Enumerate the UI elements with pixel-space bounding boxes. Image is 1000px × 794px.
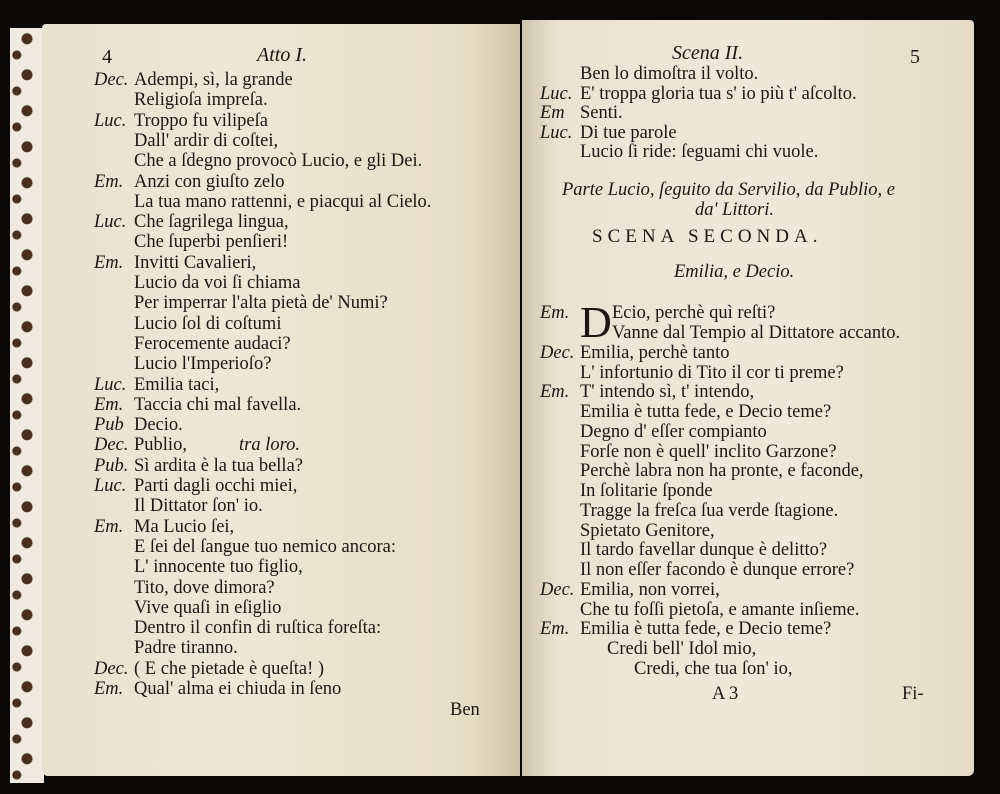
verse-line: ( E che pietade è queſta! )	[134, 658, 325, 679]
verse-line: Invitti Cavalieri,	[134, 252, 257, 273]
verse-line: Troppo fu vilipeſa	[134, 110, 268, 131]
verse-line: Ecio, perchè quì reſti?	[612, 303, 776, 323]
stage-direction: Parte Lucio, ſeguito da Servilio, da Publio, e	[562, 180, 895, 200]
verse-line: Lucio l'Imperioſo?	[134, 354, 272, 375]
speaker: Luc.	[94, 476, 127, 496]
speaker: Luc.	[540, 83, 573, 104]
speaker: Dec.	[94, 658, 129, 679]
verse-line: Anzi con giuſto zelo	[134, 171, 285, 192]
verse-line: Ben lo dimoſtra il volto.	[580, 64, 759, 84]
verse-line: Perchè labra non ha pronte, e faconde,	[580, 461, 864, 482]
verse-line: Vanne dal Tempio al Dittatore accanto.	[612, 323, 901, 343]
verse-line: In ſolitarie ſponde	[580, 481, 713, 501]
page-number: 4	[102, 46, 112, 68]
verse-line: Che tu foſſi pietoſa, e amante inſieme.	[580, 599, 860, 620]
verse-line: Emilia è tutta fede, e Decio teme?	[580, 619, 832, 640]
right-page	[522, 20, 974, 776]
speaker: Em.	[94, 394, 124, 415]
verse-line: L' infortunio di Tito il cor ti preme?	[580, 362, 844, 383]
verse-line: Lucio ſol di coſtumi	[134, 313, 282, 334]
verse-line: Di tue parole	[580, 122, 677, 143]
verse-line: Sì ardita è la tua bella?	[134, 455, 303, 476]
verse-line: L' innocente tuo figlio,	[134, 557, 303, 578]
speaker: Luc.	[94, 110, 127, 131]
speaker: Em	[540, 103, 565, 123]
speaker: Dec.	[540, 579, 575, 600]
speaker: Luc.	[94, 212, 127, 233]
verse-line: Credi, che tua ſon' io,	[634, 658, 793, 679]
marbled-endpaper	[10, 28, 44, 783]
speaker: Dec.	[94, 70, 129, 90]
verse-line: Decio.	[134, 415, 183, 436]
verse-line: Emilia taci,	[134, 374, 220, 395]
verse-line: Credi bell' Idol mio,	[607, 639, 757, 659]
catchword: Ben	[450, 700, 480, 720]
verse-line: Ferocemente audaci?	[134, 333, 291, 354]
page-number: 5	[910, 46, 920, 68]
speaker: Em.	[94, 516, 124, 537]
verse-line: Ma Lucio ſei,	[134, 516, 235, 537]
verse-line: Parti dagli occhi miei,	[134, 476, 298, 496]
stage-direction: da' Littori.	[695, 200, 775, 220]
verse-line: Tragge la freſca ſua verde ſtagione.	[580, 500, 839, 521]
verse-line: Il tardo favellar dunque è delitto?	[580, 540, 828, 561]
verse-line: Senti.	[580, 103, 623, 123]
speaker: Pub	[94, 415, 124, 436]
speaker: Luc.	[540, 122, 573, 143]
verse-line: Religioſa impreſa.	[134, 90, 268, 111]
speaker: Dec.	[94, 435, 129, 456]
verse-line: Che ſagrilega lingua,	[134, 212, 289, 233]
verse-line: Qual' alma ei chiuda in ſeno	[134, 679, 342, 699]
verse-line: Taccia chi mal favella.	[134, 394, 302, 415]
verse-line: Lucio da voi ſi chiama	[134, 273, 301, 293]
drop-cap: D	[580, 298, 612, 347]
left-page	[42, 24, 520, 776]
verse-line: Per imperrar l'alta pietà de' Numi?	[134, 293, 388, 314]
verse-line: E ſei del ſangue tuo nemico ancora:	[134, 536, 396, 557]
speaker: Em.	[94, 252, 124, 273]
speaker: Em.	[94, 171, 124, 192]
verse-line: Il Dittator ſon' io.	[134, 496, 263, 517]
verse-line: Che a ſdegno provocò Lucio, e gli Dei.	[134, 151, 423, 172]
verse-line: Emilia, perchè tanto	[580, 342, 730, 363]
scene-characters: Emilia, e Decio.	[674, 262, 795, 282]
speaker: Dec.	[540, 342, 575, 363]
verse-line: Emilia è tutta fede, e Decio teme?	[580, 402, 832, 422]
verse-line: La tua mano rattenni, e piacqui al Cielo.	[134, 191, 432, 212]
running-head: Scena II.	[672, 42, 744, 64]
verse-line: Il non eſſer facondo è dunque errore?	[580, 560, 855, 580]
verse-line: Vive quaſi in eſiglio	[134, 597, 282, 618]
speaker: Em.	[540, 382, 570, 403]
catchword: Fi-	[902, 684, 924, 704]
verse-line: Lucio ſi ride: ſeguami chi vuole.	[580, 142, 819, 162]
speaker: Em.	[540, 303, 570, 323]
verse-line: T' intendo sì, t' intendo,	[580, 382, 755, 403]
verse-line: Dentro il confin di ruſtica foreſta:	[134, 618, 382, 639]
verse-line: Publio,	[134, 435, 187, 456]
verse-line: Spietato Genitore,	[580, 520, 715, 541]
scene-title: SCENA SECONDA.	[592, 226, 823, 247]
signature-mark: A 3	[712, 684, 739, 704]
speaker: Luc.	[94, 374, 127, 395]
verse-line: Emilia, non vorrei,	[580, 579, 720, 600]
verse-line: Padre tiranno.	[134, 638, 238, 659]
verse-line: Forſe non è quell' inclito Garzone?	[580, 441, 837, 462]
speaker: Em.	[540, 619, 570, 640]
speaker: Em.	[94, 679, 124, 699]
running-head: Atto I.	[257, 44, 307, 66]
verse-line: Che ſuperbi penſieri!	[134, 232, 289, 253]
speaker: Pub.	[94, 455, 129, 476]
verse-line: Degno d' eſſer compianto	[580, 421, 767, 442]
verse-line: Dall' ardir di coſtei,	[134, 130, 279, 151]
verse-line: Tito, dove dimora?	[134, 577, 275, 598]
verse-line: Adempi, sì, la grande	[134, 70, 293, 90]
verse-line: E' troppa gloria tua s' io più t' aſcolto.	[580, 83, 857, 104]
stage-aside: tra loro.	[239, 435, 300, 456]
